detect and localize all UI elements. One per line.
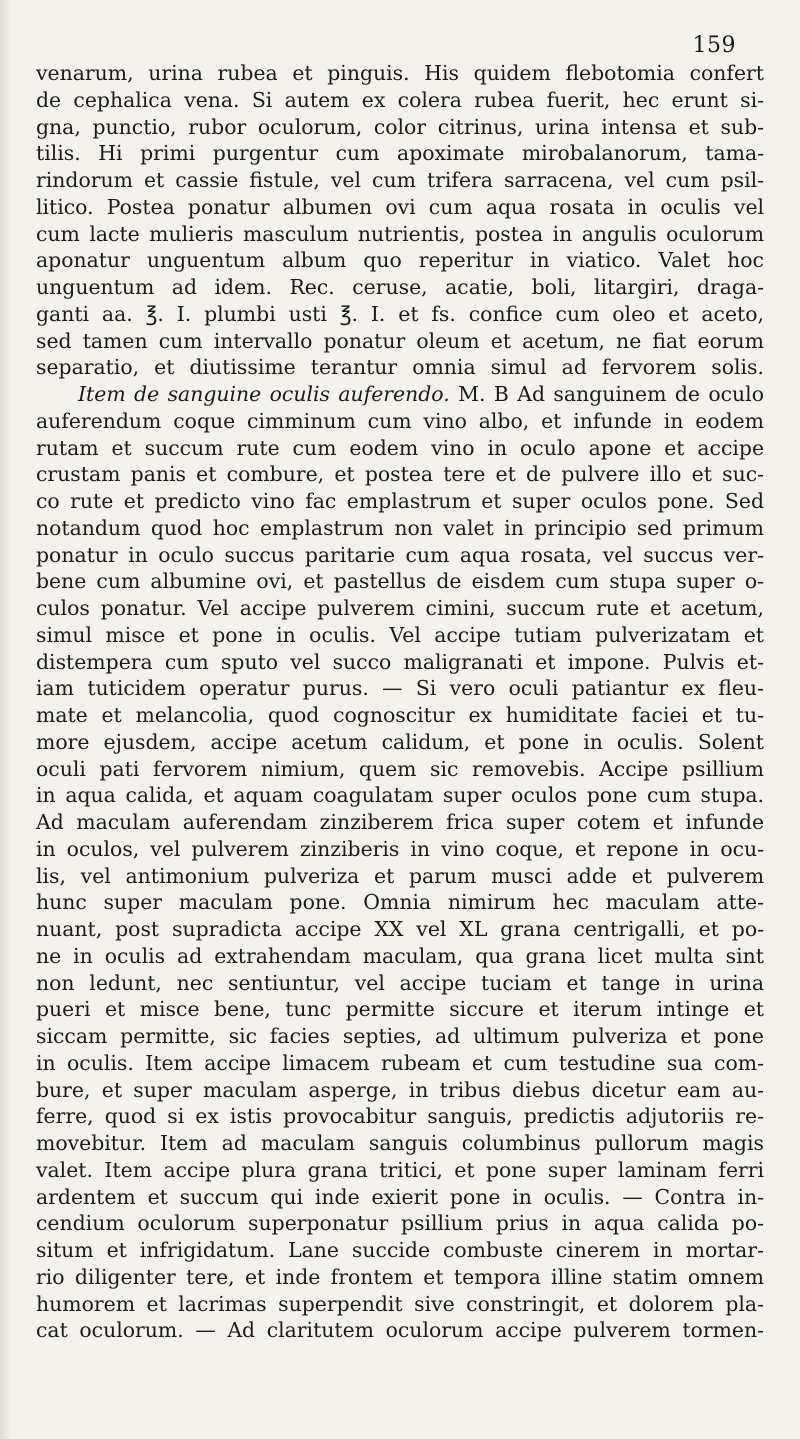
text-line: rutam et succum rute cum eodem vino in oculo apone et accipe <box>36 435 765 460</box>
text-line: tilis. Hi primi purgentur cum apoximate mirobalanorum, tama- <box>36 141 764 166</box>
text-line: more ejusdem, accipe acetum calidum, et pone in oculis. Solent <box>36 729 764 754</box>
text-line: rio diligenter tere, et inde frontem et tempora illine statim omnem <box>36 1264 765 1289</box>
text-line: notandum quod hoc emplastrum non valet in principio sed primum <box>36 515 764 540</box>
text-line: venarum, urina rubea et pinguis. His quidem flebotomia confert <box>36 61 764 85</box>
text-line: in oculos, vel pulverem zinziberis in vino coque, et repone in ocu- <box>36 836 765 861</box>
text-line: in aqua calida, et aquam coagulatam super oculos pone cum stupa. <box>36 783 765 808</box>
text-line: cum lacte mulieris masculum nutrientis, postea in angulis oculorum <box>36 221 765 246</box>
text-line: oculi pati fervorem nimium, quem sic removebis. Accipe psillium <box>36 756 765 781</box>
text-line: co rute et predicto vino fac emplastrum et super oculos pone. Sed <box>36 489 765 513</box>
text-line: separatio, et diutissime terantur omnia simul ad fervorem solis. <box>36 355 764 380</box>
text-line: unguentum ad idem. Rec. ceruse, acatie, boli, litargiri, draga- <box>36 275 764 299</box>
text-line: ponatur in oculo succus paritarie cum aqua rosata, vel succus ver- <box>36 542 765 567</box>
text-line: siccam permitte, sic facies septies, ad ultimum pulveriza et pone <box>36 1024 764 1048</box>
page-edge-shadow <box>0 0 12 1439</box>
text-line: pueri et misce bene, tunc permitte siccure et iterum intinge et <box>36 997 764 1022</box>
text-line: ganti aa. ℥. I. plumbi usti ℥. I. et fs. confice cum oleo et aceto, <box>36 301 764 326</box>
text-line: situm et infrigidatum. Lane succide combuste cinerem in mortar- <box>36 1238 764 1262</box>
text-line: sed tamen cum intervallo ponatur oleum et acetum, ne fiat eorum <box>36 328 765 353</box>
text-line: hunc super maculam pone. Omnia nimirum hec maculam atte- <box>36 890 764 915</box>
text-line: in oculis. Item accipe limacem rubeam et cum testudine sua com- <box>36 1050 764 1075</box>
text-line: bure, et super maculam asperge, in tribus diebus dicetur eam au- <box>36 1077 764 1102</box>
text-line: cat oculorum. — Ad claritutem oculorum accipe pulverem tormen- <box>36 1318 765 1343</box>
text-line: ne in oculis ad extrahendam maculam, qua grana licet multa sint <box>36 943 764 968</box>
text-line: movebitur. Item ad maculam sanguis columbinus pullorum magis <box>36 1131 764 1155</box>
body-text <box>36 60 764 1344</box>
text-line: auferendum coque cimminum cum vino albo, et infunde in eodem <box>36 408 765 433</box>
italic-heading: Item de sanguine oculis auferendo. <box>78 382 450 406</box>
text-line: mate et melancolia, quod cognoscitur ex humiditate faciei et tu- <box>36 703 765 727</box>
section-heading-line <box>36 381 764 408</box>
text-line: litico. Postea ponatur albumen ovi cum aqua rosata in oculis vel <box>36 194 765 219</box>
text-line: iam tuticidem operatur purus. — Si vero oculi patiantur ex fleu- <box>36 676 764 701</box>
text-line: valet. Item accipe plura grana tritici, et pone super laminam ferri <box>36 1157 765 1182</box>
text-line: aponatur unguentum album quo reperitur in viatico. Valet hoc <box>36 248 764 273</box>
text-line: ferre, quod si ex istis provocabitur sanguis, predictis adjutoriis re- <box>36 1104 764 1129</box>
text-line: bene cum albumine ovi, et pastellus de eisdem cum stupa super o- <box>36 569 765 594</box>
text-line: culos ponatur. Vel accipe pulverem cimini, succum rute et acetum, <box>36 596 764 620</box>
text-line: crustam panis et combure, et postea tere et de pulvere illo et suc- <box>36 462 765 487</box>
text-line: simul misce et pone in oculis. Vel accipe tutiam pulverizatam et <box>36 622 764 647</box>
heading-line-rest: M. B Ad sanguinem de oculo <box>458 382 764 406</box>
text-line: de cephalica vena. Si autem ex colera rubea fuerit, hec erunt si- <box>36 87 764 112</box>
text-line: lis, vel antimonium pulveriza et parum musci adde et pulverem <box>36 863 765 888</box>
text-line: distempera cum sputo vel succo maligranati et impone. Pulvis et- <box>36 649 764 674</box>
text-line: cendium oculorum superponatur psillium prius in aqua calida po- <box>36 1211 765 1236</box>
text-line: Ad maculam auferendam zinziberem frica super cotem et infunde <box>36 810 765 834</box>
page-number: 159 <box>692 33 736 58</box>
text-line: rindorum et cassie fistule, vel cum trifera sarracena, vel cum psil- <box>36 168 765 192</box>
text-line: nuant, post supradicta accipe XX vel XL grana centrigalli, et po- <box>36 917 765 941</box>
text-line: humorem et lacrimas superpendit sive constringit, et dolorem pla- <box>36 1291 764 1316</box>
text-line: ardentem et succum qui inde exierit pone in oculis. — Contra in- <box>36 1184 764 1209</box>
text-line: non ledunt, nec sentiuntur, vel accipe tuciam et tange in urina <box>36 970 765 995</box>
text-line: gna, punctio, rubor oculorum, color citrinus, urina intensa et sub- <box>36 114 765 139</box>
